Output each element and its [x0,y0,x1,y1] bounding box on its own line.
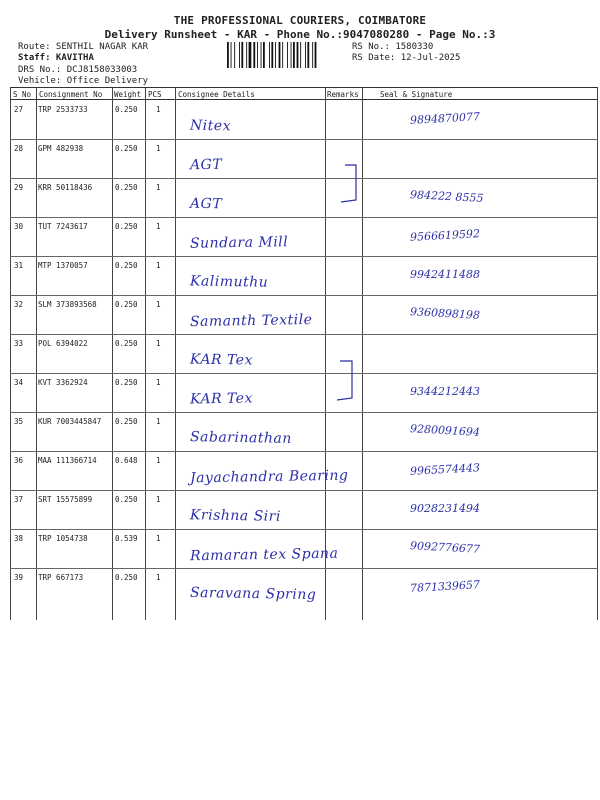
row-consignee: Samanth Textile [189,311,313,331]
runsheet-title: Delivery Runsheet - KAR - Phone No.:9047080280 - Page No.:3 [104,28,496,41]
row-consignment-no: POL 6394022 [38,339,88,348]
row-separator [10,256,598,257]
table-row [10,490,598,529]
row-weight: 0.250 [115,339,138,348]
row-separator [10,295,598,296]
row-sno: 33 [14,339,24,348]
row-separator [10,217,598,218]
table-row [10,100,598,139]
row-sno: 30 [14,222,24,231]
col-remarks: Remarks [327,90,359,99]
row-separator [10,412,598,413]
row-signature: 9965574443 [409,461,481,478]
row-signature: 9360898198 [409,305,481,322]
row-weight: 0.539 [115,534,138,543]
row-signature: 9566619592 [409,227,481,244]
table-row [10,256,598,295]
row-signature: 9344212443 [410,385,480,398]
row-separator [10,568,598,569]
row-sno: 27 [14,105,24,114]
row-sno: 35 [14,417,24,426]
row-consignment-no: MTP 1370057 [38,261,88,270]
row-signature: 7871339657 [409,578,481,595]
route-label: Route: SENTHIL NAGAR KAR [18,42,149,52]
row-sno: 38 [14,534,24,543]
row-weight: 0.250 [115,183,138,192]
row-consignment-no: SLM 373893568 [38,300,97,309]
row-pcs: 1 [156,183,161,192]
table-row [10,568,598,607]
row-weight: 0.250 [115,417,138,426]
row-consignee: AGT [189,156,223,174]
col-pcs: PCS [148,90,162,99]
row-separator [10,451,598,452]
col-consignment: Consignment No [39,90,103,99]
row-pcs: 1 [156,417,161,426]
row-weight: 0.250 [115,105,138,114]
row-signature: 9942411488 [410,268,480,281]
row-signature: 9092776677 [409,539,481,556]
row-consignee: Sabarinathan [189,429,292,447]
row-weight: 0.250 [115,222,138,231]
table-row [10,217,598,256]
row-signature: 984222 8555 [409,188,484,205]
row-consignment-no: MAA 111366714 [38,456,97,465]
barcode-icon [227,42,345,68]
row-separator [10,334,598,335]
row-sno: 36 [14,456,24,465]
row-weight: 0.250 [115,300,138,309]
row-pcs: 1 [156,105,161,114]
table-row [10,178,598,217]
rs-number: RS No.: 1580330 [352,42,434,52]
table-row [10,529,598,568]
row-weight: 0.648 [115,456,138,465]
row-consignment-no: SRT 15575899 [38,495,93,504]
row-consignee: Ramaran tex Spana [189,545,339,565]
row-sno: 29 [14,183,24,192]
row-consignment-no: TRP 1054738 [38,534,88,543]
table-row [10,295,598,334]
row-separator [10,178,598,179]
row-consignment-no: TRP 2533733 [38,105,88,114]
row-weight: 0.250 [115,144,138,153]
row-weight: 0.250 [115,573,138,582]
col-sno: S No [13,90,32,99]
vehicle-label: Vehicle: Office Delivery [18,76,149,86]
company-title: THE PROFESSIONAL COURIERS, COIMBATORE [173,14,427,27]
row-pcs: 1 [156,495,161,504]
row-signature: 9028231494 [410,502,480,515]
row-consignee: Sundara Mill [189,234,289,252]
row-separator [10,529,598,530]
row-consignment-no: GPM 482938 [38,144,84,153]
row-consignee: Saravana Spring [189,584,317,604]
row-consignment-no: TUT 7243617 [38,222,88,231]
row-pcs: 1 [156,456,161,465]
row-pcs: 1 [156,339,161,348]
row-consignee: KAR Tex [189,351,254,369]
row-consignment-no: TRP 667173 [38,573,84,582]
row-pcs: 1 [156,300,161,309]
row-sno: 32 [14,300,24,309]
row-separator [10,490,598,491]
row-pcs: 1 [156,144,161,153]
row-sno: 28 [14,144,24,153]
table-row [10,373,598,412]
row-separator [10,373,598,374]
row-consignment-no: KUR 7003445847 [38,417,102,426]
row-consignee: KAR Tex [189,390,254,408]
row-consignee: AGT [189,195,223,213]
row-consignment-no: KRR 50118436 [38,183,93,192]
col-consignee: Consignee Details [178,90,255,99]
col-signature: Seal & Signature [380,90,453,99]
row-sno: 34 [14,378,24,387]
row-consignee: Jayachandra Bearing [189,467,349,487]
row-weight: 0.250 [115,261,138,270]
row-consignment-no: KVT 3362924 [38,378,88,387]
table-row [10,139,598,178]
table-row [10,412,598,451]
row-pcs: 1 [156,261,161,270]
drs-number: DRS No.: DCJ8158033003 [18,65,138,75]
rs-date: RS Date: 12-Jul-2025 [352,53,461,63]
row-pcs: 1 [156,534,161,543]
row-signature: 9894870077 [409,110,481,127]
row-pcs: 1 [156,222,161,231]
row-weight: 0.250 [115,378,138,387]
row-separator [10,139,598,140]
row-sno: 39 [14,573,24,582]
row-sno: 31 [14,261,24,270]
row-pcs: 1 [156,378,161,387]
row-sno: 37 [14,495,24,504]
table-top-rule [10,87,598,88]
table-row [10,451,598,490]
row-consignee: Kalimuthu [189,273,269,291]
table-row [10,334,598,373]
row-consignee: Nitex [189,117,232,135]
row-consignee: Krishna Siri [189,507,282,525]
staff-label: Staff: KAVITHA [18,53,94,63]
row-pcs: 1 [156,573,161,582]
col-weight: Weight [114,90,142,99]
row-signature: 9280091694 [409,422,481,439]
row-weight: 0.250 [115,495,138,504]
